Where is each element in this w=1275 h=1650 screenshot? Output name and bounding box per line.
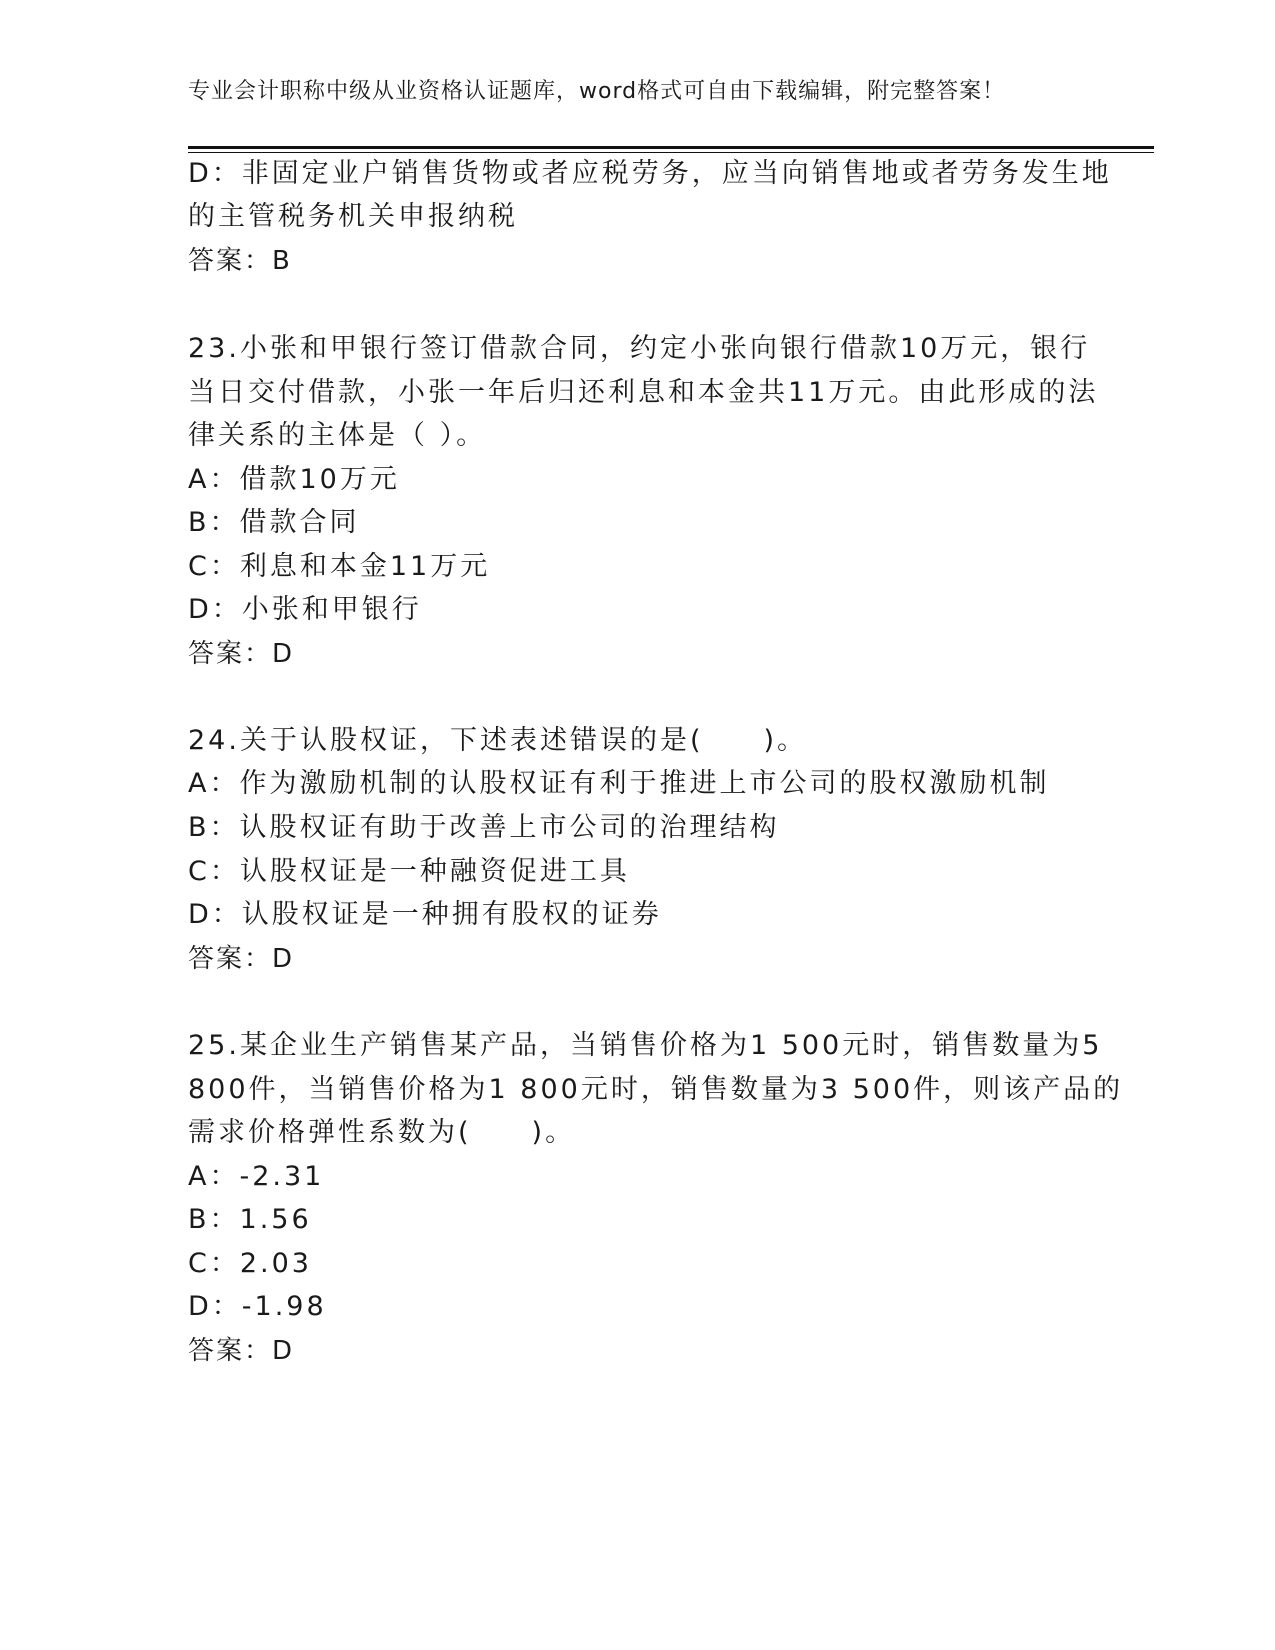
question-24-answer: 答案：D <box>188 944 295 974</box>
question-25-option-b: B：1.56 <box>188 1204 312 1235</box>
header-rule <box>188 146 1154 149</box>
question-23-stem-line-2: 当日交付借款，小张一年后归还利息和本金共11万元。由此形成的法 <box>188 377 1099 408</box>
question-25-option-c: C：2.03 <box>188 1248 312 1279</box>
question-23-answer: 答案：D <box>188 639 295 669</box>
question-23-option-a: A：借款10万元 <box>188 464 400 495</box>
header-rule-secondary <box>188 152 1154 153</box>
question-24-option-d: D：认股权证是一种拥有股权的证券 <box>188 899 662 930</box>
question-25-option-d: D：-1.98 <box>188 1291 327 1322</box>
question-23-option-b: B：借款合同 <box>188 507 360 538</box>
question-22-option-d-line-1: D：非固定业户销售货物或者应税劳务，应当向销售地或者劳务发生地 <box>188 158 1112 189</box>
question-25-option-a: A：-2.31 <box>188 1161 325 1192</box>
question-24-option-a: A：作为激励机制的认股权证有利于推进上市公司的股权激励机制 <box>188 768 1050 799</box>
question-23-option-d: D：小张和甲银行 <box>188 594 422 625</box>
question-25-stem-line-1: 25.某企业生产销售某产品，当销售价格为1 500元时，销售数量为5 <box>188 1030 1103 1061</box>
question-25-answer: 答案：D <box>188 1336 295 1366</box>
question-25-stem-line-3: 需求价格弹性系数为( )。 <box>188 1117 576 1148</box>
question-25-stem-line-2: 800件，当销售价格为1 800元时，销售数量为3 500件，则该产品的 <box>188 1074 1124 1105</box>
question-22-answer: 答案：B <box>188 246 292 276</box>
question-23-option-c: C：利息和本金11万元 <box>188 551 491 582</box>
question-24-stem: 24.关于认股权证，下述表述错误的是( )。 <box>188 725 808 756</box>
question-22-option-d-line-2: 的主管税务机关申报纳税 <box>188 201 518 232</box>
question-24-option-c: C：认股权证是一种融资促进工具 <box>188 856 630 887</box>
question-23-stem-line-1: 23.小张和甲银行签订借款合同，约定小张向银行借款10万元，银行 <box>188 333 1091 364</box>
question-23-stem-line-3: 律关系的主体是（ ）。 <box>188 420 487 451</box>
question-24-option-b: B：认股权证有助于改善上市公司的治理结构 <box>188 812 780 843</box>
page-header: 专业会计职称中级从业资格认证题库，word格式可自由下载编辑，附完整答案！ <box>188 79 1006 104</box>
